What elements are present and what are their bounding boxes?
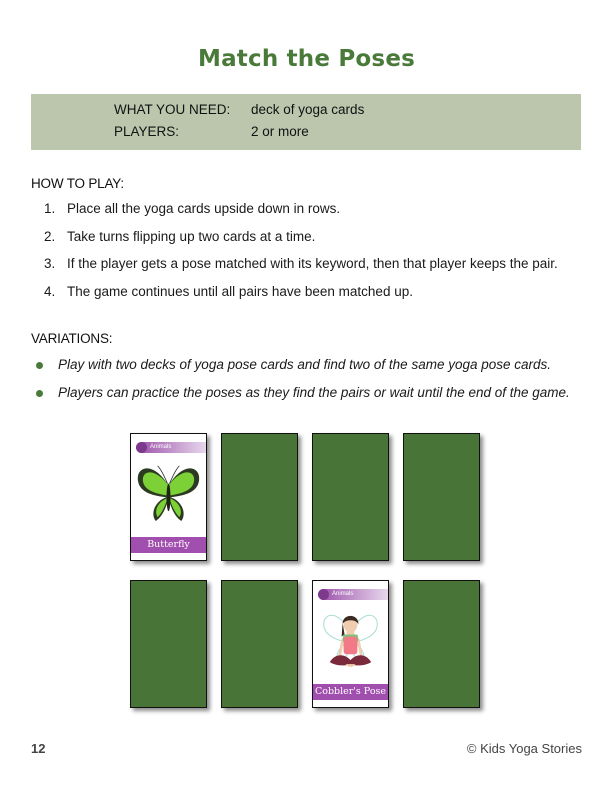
butterfly-badge-icon [136, 442, 147, 453]
category-banner: Animals [136, 442, 206, 453]
bullet-icon [36, 390, 43, 397]
step-item: 3. If the player gets a pose matched with its keyword, then that player keeps the pair. [44, 256, 558, 272]
bullet-icon [36, 362, 43, 369]
page-number: 12 [31, 741, 46, 756]
players-row [114, 124, 309, 139]
card-butterfly[interactable] [130, 433, 207, 561]
butterfly-badge-icon [318, 589, 329, 600]
card-facedown[interactable] [221, 433, 298, 561]
variations-list [36, 357, 570, 413]
card-facedown[interactable] [312, 433, 389, 561]
requirements-box [31, 94, 581, 150]
page-title: Match the Poses [197, 46, 416, 72]
step-item: 4. The game continues until all pairs have been matched up. [44, 284, 413, 300]
players-label: PLAYERS: [114, 124, 180, 139]
pose-name: Butterfly [131, 537, 206, 553]
steps-list [44, 201, 558, 312]
card-cobblers-pose[interactable] [312, 580, 389, 708]
what-you-need-label: WHAT YOU NEED: [114, 102, 231, 117]
players-value: 2 or more [251, 124, 309, 139]
card-facedown[interactable] [403, 580, 480, 708]
step-item: 2. Take turns flipping up two cards at a time. [44, 228, 316, 244]
variation-item: Players can practice the poses as they find the pairs or wait until the end of the game. [36, 385, 570, 413]
card-facedown[interactable] [403, 433, 480, 561]
what-you-need-value: deck of yoga cards [251, 102, 365, 117]
category-banner: Animals [318, 589, 388, 600]
card-facedown[interactable] [221, 580, 298, 708]
variation-item: Play with two decks of yoga pose cards and find two of the same yoga pose cards. [36, 357, 570, 385]
step-item: 1. Place all the yoga cards upside down in rows. [44, 201, 341, 216]
variations-heading: VARIATIONS: [31, 331, 113, 346]
card-facedown[interactable] [130, 580, 207, 708]
what-you-need-row [114, 102, 364, 117]
how-to-play-heading: HOW TO PLAY: [31, 176, 124, 191]
girl-cobbler-pose-icon [316, 603, 385, 682]
copyright: © Kids Yoga Stories [466, 741, 582, 756]
butterfly-icon [134, 456, 203, 535]
pose-name: Cobbler's Pose [313, 684, 388, 700]
